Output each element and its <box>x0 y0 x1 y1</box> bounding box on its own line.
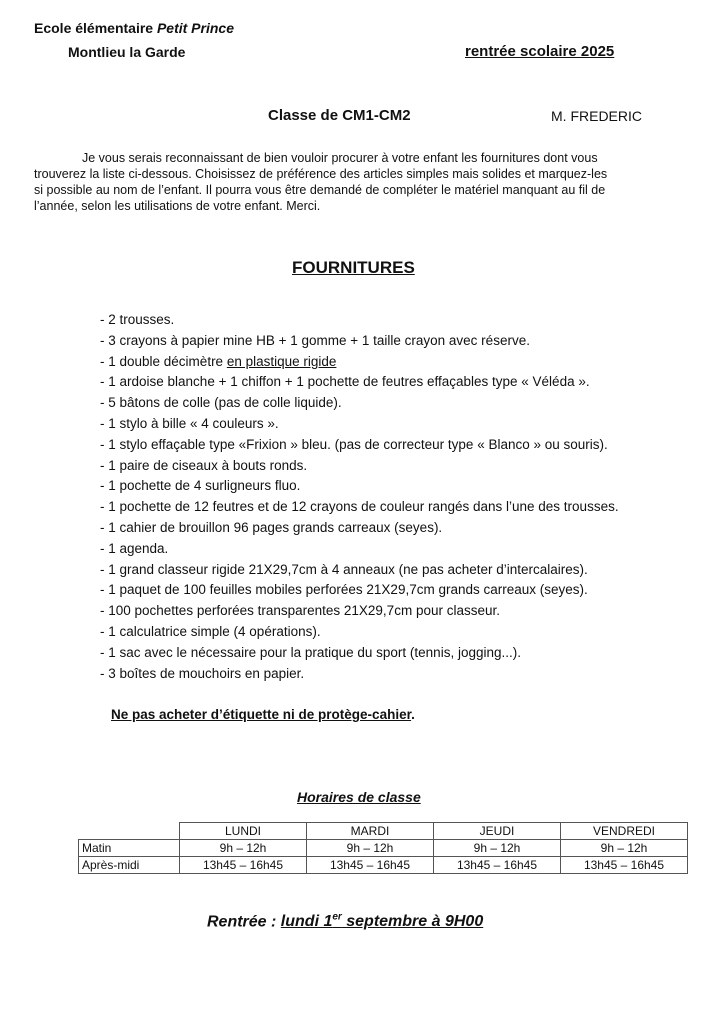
supply-item: - 1 grand classeur rigide 21X29,7cm à 4 anneaux (ne pas acheter d’intercalaires). <box>100 561 588 577</box>
supply-item-underlined: en plastique rigide <box>226 353 337 369</box>
day-header: JEUDI <box>434 823 561 840</box>
schedule-table <box>78 822 688 874</box>
supply-item-text: - 1 double décimètre <box>100 353 227 369</box>
rentree-prefix: Rentrée : <box>207 913 281 931</box>
school-year: rentrée scolaire 2025 <box>465 43 615 60</box>
supply-item: - 3 crayons à papier mine HB + 1 gomme + 1 taille crayon avec réserve. <box>100 332 530 348</box>
intro-line: si possible au nom de l’enfant. Il pourra vous être demandé de compléter le matériel manquant au fil de <box>34 183 606 197</box>
schedule-cell: 9h – 12h <box>434 840 561 857</box>
supply-item: - 1 cahier de brouillon 96 pages grands carreaux (seyes). <box>100 519 443 535</box>
supply-item: - 1 ardoise blanche + 1 chiffon + 1 pochette de feutres effaçables type « Véléda ». <box>100 374 590 390</box>
school-name-italic: Petit Prince <box>156 20 234 36</box>
schedule-header-row <box>79 823 688 840</box>
schedule-cell: 13h45 – 16h45 <box>180 857 307 874</box>
day-header: VENDREDI <box>561 823 688 840</box>
supply-item: - 5 bâtons de colle (pas de colle liquide). <box>100 395 342 411</box>
supplies-list <box>100 310 619 684</box>
class-label: Classe de CM1-CM2 <box>268 107 411 124</box>
schedule-corner-cell <box>79 823 180 840</box>
schedule-row-morning <box>79 840 688 857</box>
intro-line: Je vous serais reconnaissant de bien vouloir procurer à votre enfant les fournitures dont vous <box>82 151 598 165</box>
schedule-cell: 13h45 – 16h45 <box>561 857 688 874</box>
row-label: Après-midi <box>79 857 180 874</box>
row-label: Matin <box>79 840 180 857</box>
warning-note <box>111 707 415 722</box>
supply-item: - 1 calculatrice simple (4 opérations). <box>100 623 321 639</box>
day-header: LUNDI <box>180 823 307 840</box>
schedule-cell: 13h45 – 16h45 <box>434 857 561 874</box>
town: Montlieu la Garde <box>68 44 186 60</box>
supply-item: - 100 pochettes perforées transparentes 21X29,7cm pour classeur. <box>100 603 500 619</box>
school-prefix: Ecole élémentaire <box>34 20 154 36</box>
warning-end: . <box>411 707 415 722</box>
schedule-row-afternoon <box>79 857 688 874</box>
supply-item: - 1 paquet de 100 feuilles mobiles perforées 21X29,7cm grands carreaux (seyes). <box>100 582 588 598</box>
supplies-title: FOURNITURES <box>292 258 415 277</box>
rentree-date-rest: septembre à 9H00 <box>341 913 484 931</box>
schedule-title: Horaires de classe <box>297 789 421 805</box>
schedule-cell: 9h – 12h <box>307 840 434 857</box>
supply-item: - 1 pochette de 12 feutres et de 12 crayons de couleur rangés dans l’une des trousses. <box>100 499 619 515</box>
supply-item: - 1 pochette de 4 surligneurs fluo. <box>100 478 301 494</box>
schedule-cell: 13h45 – 16h45 <box>307 857 434 874</box>
rentree-date-underlined <box>281 913 483 930</box>
rentree-date-main: lundi 1 <box>280 913 333 931</box>
warning-text: Ne pas acheter d’étiquette ni de protège-cahier <box>111 707 412 722</box>
supply-item: - 1 paire de ciseaux à bouts ronds. <box>100 457 308 473</box>
supply-item: - 1 agenda. <box>100 540 169 556</box>
day-header: MARDI <box>307 823 434 840</box>
school-name <box>34 20 234 36</box>
rentree-date <box>207 912 483 931</box>
teacher-name: M. FREDERIC <box>551 108 642 124</box>
supply-item: - 1 sac avec le nécessaire pour la pratique du sport (tennis, jogging...). <box>100 644 521 660</box>
rentree-date-sup: er <box>332 912 342 923</box>
supply-item: - 2 trousses. <box>100 312 175 327</box>
intro-paragraph <box>34 150 684 214</box>
supply-item: - 1 stylo à bille « 4 couleurs ». <box>100 415 279 431</box>
schedule-cell: 9h – 12h <box>561 840 688 857</box>
intro-line: l’année, selon les utilisations de votre enfant. Merci. <box>34 199 321 213</box>
supply-item: - 3 boîtes de mouchoirs en papier. <box>100 665 305 681</box>
schedule-cell: 9h – 12h <box>180 840 307 857</box>
supply-item: - 1 stylo effaçable type «Frixion » bleu. (pas de correcteur type « Blanco » ou souris). <box>100 436 608 452</box>
intro-line: trouverez la liste ci-dessous. Choisissez de préférence des articles simples mais solides et marquez-les <box>34 167 608 181</box>
supply-item <box>100 352 619 373</box>
